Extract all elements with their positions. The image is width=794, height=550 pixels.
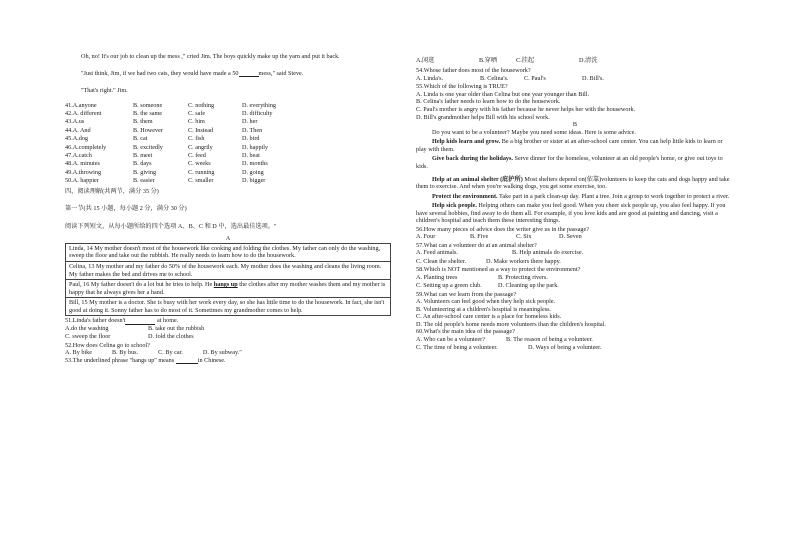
question-58: 58.Which is NOT mentioned as a way to protect the environment? [416, 266, 581, 274]
question-52: 52.How does Celina go to school? [65, 341, 150, 349]
question-53: 53.The underlined phrase "hangs up" means in Chinese. [65, 356, 226, 364]
passage-letter: A [225, 235, 231, 243]
q51-options-ab: A.do the washing B. take out the rubbish [65, 324, 205, 332]
blank-50 [239, 70, 259, 77]
q55-option-c: C. Paul's mother is angry with his father because he never helps her with the housework. [416, 106, 636, 114]
question-59: 59.What can we learn from the passage? [416, 290, 517, 298]
advice-kids: Help kids learn and grow. Be a big brother or sister at an after-school care center. You can help little kids to learn or play with them. [416, 138, 723, 153]
question-51: 51.Linda's father doesn't at home. [65, 317, 179, 325]
family-housework-boxes [65, 243, 391, 317]
cloze-row: 48.A. minutes B. days C. weeks D. months [65, 160, 268, 168]
question-60: 60.What's the main idea of the passage? [416, 328, 515, 336]
q55-option-a: A. Linda is one year older than Celina but one year younger than Bill. [416, 90, 590, 98]
q60-options-cd: C. The time of being a volunteer. D. Ways of being a volunteer. [416, 344, 602, 352]
bill-box: Bill, 15 My mother is a doctor. She is busy with her work every day, so she has little time to do the housework. In fact, she isn't good at doing it. Sonny father has to do most of it. Sometimes my grandmother comes to help. [69, 299, 385, 314]
advice-environment: Protect the environment. Take part in a park clean-up day. Plant a tree. Join a group to work together to protect a river. [432, 192, 730, 200]
left-column [65, 53, 391, 364]
cloze-row: 41.A.anyone B. someone C. nothing D. everything [65, 101, 277, 109]
story-paragraph-2: "Just think, Jim, if we had two cats, they would have made a 50 mess," said Steve. [81, 69, 304, 77]
answer-blank [176, 357, 198, 364]
question-57: 57.What can a volunteer do at an animal shelter? [416, 241, 537, 249]
q56-options: A. Four B. Five C. Six D. Seven [416, 233, 582, 241]
cloze-row: 47.A.catch B. meet C. feed D. beat [65, 152, 260, 160]
paul-box: Paul, 16 My father doesn't do a lot but he tries to help. He hangs up the clothes after my mother washes them and my mother is happy that he always gives her a hand. [66, 280, 390, 298]
cloze-row: 42.A. different B. the same C. safe D. difficulty [65, 110, 273, 118]
cloze-options [65, 102, 391, 186]
q59-option-d: D. The old people's home needs more volunteers than the children's hospital. [416, 320, 606, 328]
q57-options-cd: C. Clean the shelter. D. Make workers there happy. [416, 257, 561, 265]
answer-blank [125, 318, 155, 325]
q60-options-ab: A. Who can be a volunteer? B. The reason of being a volunteer. [416, 335, 593, 343]
passage-letter: B [572, 121, 578, 129]
story-paragraph-3: "That's right." Jim. [81, 87, 128, 95]
q57-options-ab: A. Feed animals. B. Help animals do exercise. [416, 249, 584, 257]
q59-option-a: A. Volunteers can feel good when they help sick people. [416, 298, 556, 306]
reading-instruction: 阅读下列短文，从每小题所给的四个选项 A、B、C 和 D 中，选出最佳选项。" [65, 222, 277, 230]
cloze-row: 50.A. happier B. easier C. smaller D. bigger [65, 177, 266, 185]
advice-holidays: Give back during the holidays. Serve dinner for the homeless, volunteer at an old people's home, or give out toys to kids. [416, 155, 723, 170]
q55-option-b: B. Celina's father needs to learn how to do the housework. [416, 98, 561, 106]
q59-option-b: B. Volunteering at a children's hospital is meaningless. [416, 305, 552, 313]
subsection-heading: 第一节(共 15 小题，每小题 2 分，满分 30 分) [65, 205, 187, 213]
advice-sick-people: Help sick people. Helping others can make you feel good. When you cheer sick people up, you also feel happy. If you have several hobbies, find away to do them all. For example, if you love kids and are good at painting and dancing, visit a children's hospital and teach them these interesting things. [416, 202, 726, 225]
q55-option-d: D. Bill's grandmother helps Bill with his school work. [416, 113, 550, 121]
passage-b-intro: Do you want to be a volunteer? Maybe you need some ideas. Here is some advice. [432, 128, 636, 136]
cloze-row: 46.A.completely B. excitedly C. angrily D. happily [65, 143, 269, 151]
celina-box: Celina, 13 My mother and my father do 50% of the housework each. My mother does the washing and cleans the living room. My father makes the bed and drives me to school. [66, 262, 390, 280]
q54-options: A. Linda's. B. Celina's. C. Paul's D. Bill's. [416, 74, 604, 82]
cloze-row: 44.A. And B. However C. Instead D. Then [65, 126, 263, 134]
cloze-row: 49.A.throwing B. giving C. running D. going [65, 168, 264, 176]
q58-options-ab: A. Planting trees B. Protecting rivers. [416, 273, 548, 281]
cloze-row: 45.A.dog B. cat C. fish D. bird [65, 135, 260, 143]
question-56: 56.How many pieces of advice does the writer give us in the passage? [416, 225, 590, 233]
section-heading: 四、阅读理解(共两节，满分 35 分) [65, 187, 159, 195]
q53-options: A.闲逛 B.穿晒 C.挂起 D.清洗 [416, 57, 598, 64]
q58-options-cd: C. Setting up a green club. D. Cleaning up the park. [416, 282, 559, 290]
story-paragraph-1: Oh, no! It's our job to clean up the mess ," cried Jim. The boys quickly make up the yarn and put it back. [81, 53, 340, 60]
underlined-phrase: hangs up [213, 281, 238, 289]
q52-options: A. By bike B. By bus. C. By car. D. By subway." [65, 349, 242, 357]
cloze-row: 43.A.us B. them C. him D. her [65, 118, 258, 126]
right-column [416, 57, 734, 353]
linda-box: Linda, 14 My mother doesn't most of the housework like cooking and folding the clothes. My father can only do the washing, sweep the floor and take out the rubbish. He really needs to learn how to do the housework. [66, 244, 390, 262]
question-54: 54.Whose father does most of the housework? [416, 67, 531, 75]
q59-option-c: C. An after-school care center is a place for homeless kids. [416, 313, 562, 321]
q51-options-cd: C. sweep the floor D. fold the clothes [65, 333, 194, 341]
advice-animal-shelter: Help at an animal shelter (庇护所) Most shelters depend on(依靠)volunteers to keep the cats and dogs happy and take them to exercise. And when you're walking dogs, you get some exercise, too. [416, 175, 730, 191]
question-55: 55.Which of the following is TRUE? [416, 83, 508, 91]
